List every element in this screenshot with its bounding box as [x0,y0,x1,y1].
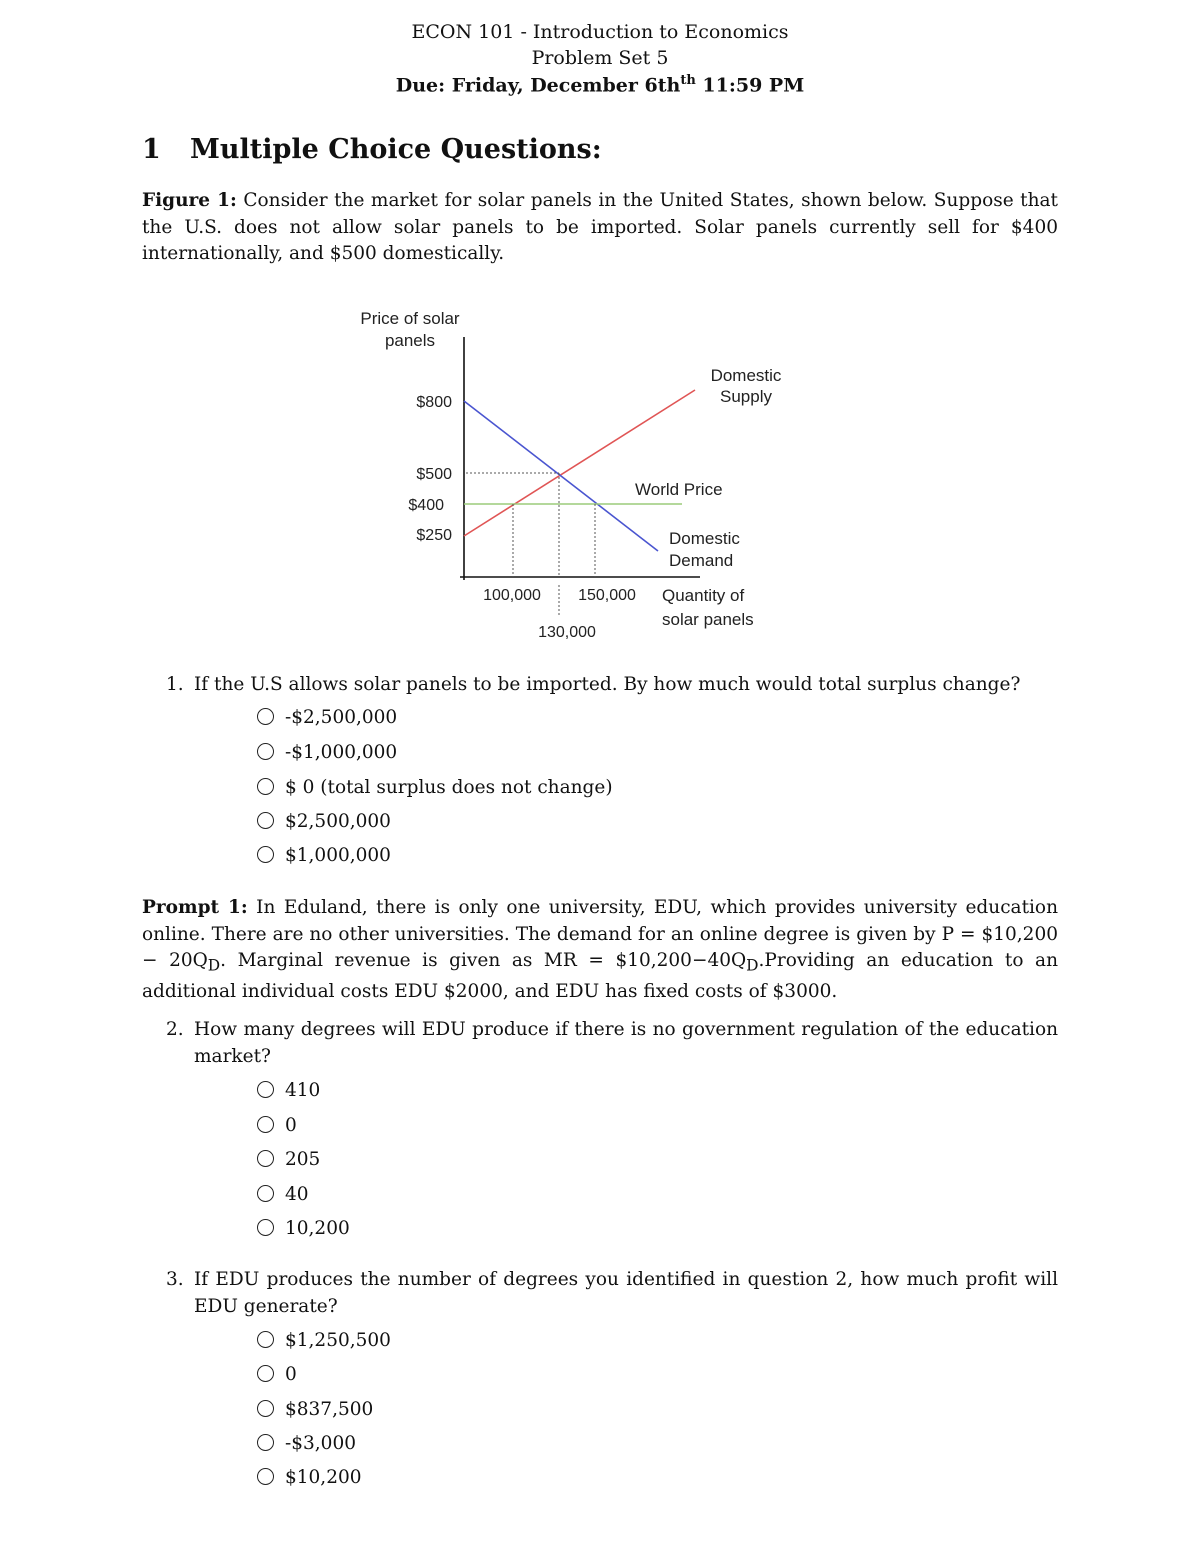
q2-option-1[interactable] [257,1079,320,1103]
supply-label-line1: Domestic [710,366,782,385]
prompt-text-2: . Marginal revenue is given as MR = $10,200−40Q [220,950,747,971]
option-label: $1,000,000 [285,845,391,866]
q3-option-5[interactable] [257,1466,362,1490]
option-label: $2,500,000 [285,811,391,832]
section-title: Multiple Choice Questions: [190,134,602,165]
radio-icon[interactable] [257,846,274,863]
q2-option-2[interactable] [257,1114,297,1138]
option-label: $837,500 [285,1399,374,1420]
q1-option-1[interactable] [257,706,397,730]
world-price-label: World Price [635,480,723,499]
q2-option-5[interactable] [257,1217,350,1241]
question-number: 3. [166,1269,184,1290]
radio-icon[interactable] [257,1400,274,1417]
option-label: $1,250,500 [285,1330,391,1351]
solar-panel-chart [330,300,810,645]
q3-option-4[interactable] [257,1432,356,1456]
q3-option-2[interactable] [257,1363,297,1387]
q2-option-4[interactable] [257,1183,309,1207]
question-3 [166,1267,1058,1320]
prompt-1 [142,895,1058,1006]
demand-label-line2: Demand [669,551,734,570]
option-label: $ 0 (total surplus does not change) [285,777,613,798]
figure-label: Figure 1: [142,190,237,211]
radio-icon[interactable] [257,1116,274,1133]
x-tick-label: 100,000 [483,587,541,604]
option-label: $10,200 [285,1467,362,1488]
section-number: 1 [142,134,161,165]
figure-text: Consider the market for solar panels in the United States, shown below. Suppose that the U.S. does not allow solar panels to be imported. Solar panels currently sell for $400 internationally, and $500 domestically. [142,190,1058,264]
y-axis-label-line1: Price of solar [360,309,460,328]
due-sup: th [680,73,696,88]
problem-set-title: Problem Set 5 [531,47,669,69]
question-2 [166,1017,1058,1070]
option-label: 10,200 [285,1218,350,1239]
due-prefix: Due: Friday, December 6th [395,74,681,97]
q3-option-1[interactable] [257,1329,391,1353]
radio-icon[interactable] [257,1185,274,1202]
q1-option-2[interactable] [257,741,397,765]
q1-option-3[interactable] [257,776,613,800]
question-text: How many degrees will EDU produce if there is no government regulation of the education market? [194,1019,1058,1067]
question-text: If EDU produces the number of degrees you identified in question 2, how much profit will EDU generate? [194,1269,1058,1317]
question-text: If the U.S allows solar panels to be imported. By how much would total surplus change? [194,674,1021,695]
q3-option-3[interactable] [257,1398,373,1422]
subscript-d: D [207,956,221,975]
radio-icon[interactable] [257,743,274,760]
option-label: 0 [285,1364,297,1385]
radio-icon[interactable] [257,1331,274,1348]
question-number: 2. [166,1019,184,1040]
demand-line [464,401,658,551]
q1-option-5[interactable] [257,844,391,868]
x-axis-label-line1: Quantity of [662,586,745,605]
option-label: 205 [285,1149,321,1170]
figure-intro [142,188,1058,268]
section-heading [142,134,602,165]
y-tick-label: $800 [416,394,452,411]
radio-icon[interactable] [257,1365,274,1382]
x-tick-label: 130,000 [538,624,596,641]
due-time: 11:59 PM [695,74,805,97]
option-label: -$3,000 [285,1433,356,1454]
y-tick-label: $400 [408,497,444,514]
radio-icon[interactable] [257,778,274,795]
radio-icon[interactable] [257,812,274,829]
radio-icon[interactable] [257,1468,274,1485]
x-tick-label: 150,000 [578,587,636,604]
radio-icon[interactable] [257,1219,274,1236]
y-tick-label: $500 [416,466,452,483]
y-axis-label-line2: panels [384,331,436,350]
radio-icon[interactable] [257,708,274,725]
supply-line [464,390,695,536]
supply-label-line2: Supply [720,387,772,406]
y-tick-label: $250 [416,527,452,544]
question-1 [166,672,1058,699]
radio-icon[interactable] [257,1081,274,1098]
x-axis-label-line2: solar panels [662,610,754,629]
course-title: ECON 101 - Introduction to Economics [411,21,789,43]
question-number: 1. [166,674,184,695]
prompt-label: Prompt 1: [142,897,248,918]
demand-label-line1: Domestic [669,529,740,548]
q2-option-3[interactable] [257,1148,320,1172]
option-label: 40 [285,1184,309,1205]
option-label: -$2,500,000 [285,707,398,728]
prompt-text-1: In Eduland, there is only one university, EDU, which provides university education online. There are no other universities. The demand for an online degree is given by P = $10,200 − 20Q [142,897,1058,971]
radio-icon[interactable] [257,1434,274,1451]
option-label: -$1,000,000 [285,742,398,763]
q1-option-4[interactable] [257,810,391,834]
prompt-text-3: .Providing an education to an additional individual costs EDU $2000, and EDU has fixed costs of $3000. [142,950,1059,1003]
radio-icon[interactable] [257,1150,274,1167]
option-label: 0 [285,1115,297,1136]
due-date [0,73,1200,96]
option-label: 410 [285,1080,321,1101]
subscript-d: D [746,956,759,975]
